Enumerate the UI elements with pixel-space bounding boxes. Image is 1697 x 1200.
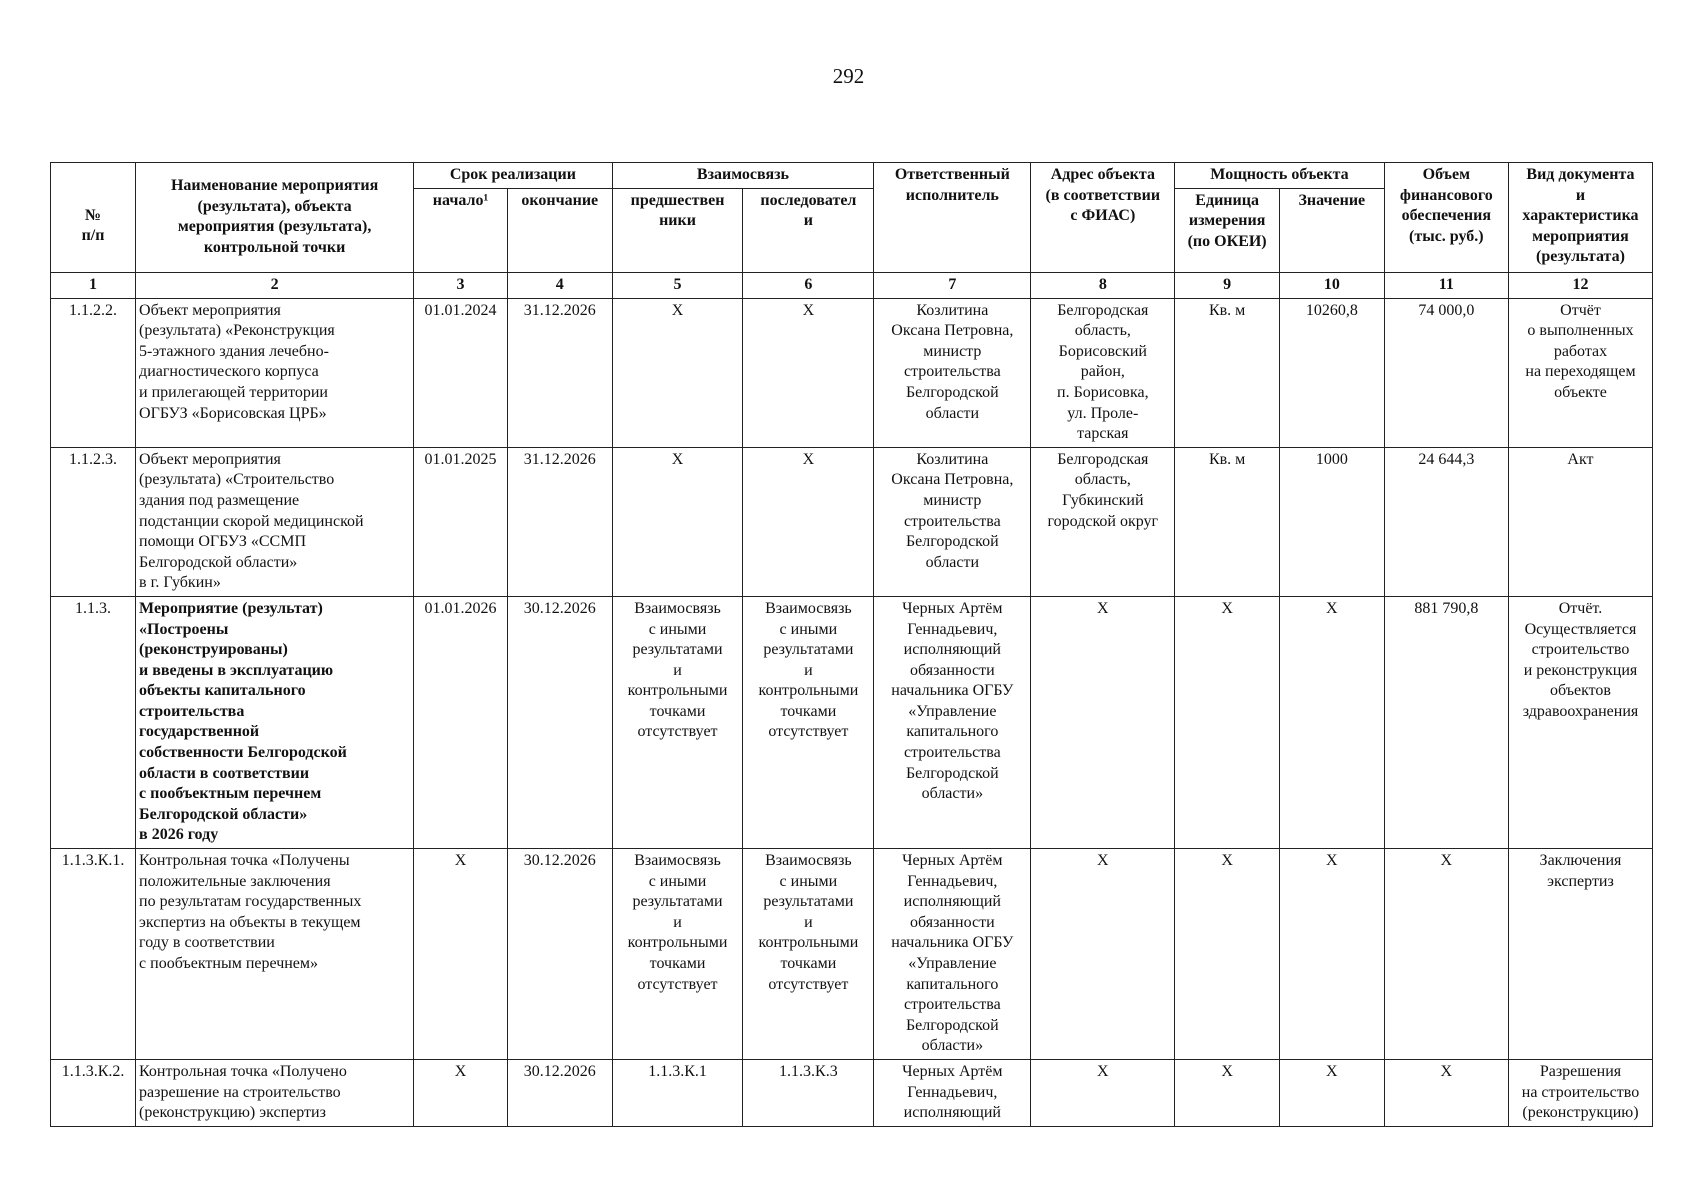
row-address: Белгородская область, Борисовский район, п. Борисовка, ул. Проле- тарская <box>1031 298 1175 447</box>
row-end: 30.12.2026 <box>507 849 612 1060</box>
column-number: 7 <box>874 272 1031 298</box>
row-start: X <box>414 1059 508 1126</box>
row-unit: Кв. м <box>1175 447 1280 596</box>
row-end: 30.12.2026 <box>507 596 612 848</box>
row-responsible: Черных Артём Геннадьевич, исполняющий обязанности начальника ОГБУ «Управление капитального строительства Белгородской области» <box>874 596 1031 848</box>
row-successors: X <box>743 447 874 596</box>
row-name: Контрольная точка «Получено разрешение на строительство (реконструкцию) экспертиз <box>136 1059 414 1126</box>
row-name: Контрольная точка «Получены положительные заключения по результатам государственных экспертиз на объекты в текущем году в соответствии с пообъектным перечнем» <box>136 849 414 1060</box>
header-successors: последовател и <box>743 188 874 272</box>
row-responsible: Козлитина Оксана Петровна, министр строительства Белгородской области <box>874 447 1031 596</box>
column-number: 2 <box>136 272 414 298</box>
row-financing: X <box>1384 849 1508 1060</box>
row-address: X <box>1031 849 1175 1060</box>
column-number: 9 <box>1175 272 1280 298</box>
header-predecessors: предшествен ники <box>612 188 743 272</box>
header-term-group: Срок реализации <box>414 163 612 189</box>
row-responsible: Черных Артём Геннадьевич, исполняющий обязанности начальника ОГБУ «Управление капитального строительства Белгородской области» <box>874 849 1031 1060</box>
row-unit: Кв. м <box>1175 298 1280 447</box>
row-successors: Взаимосвязь с иными результатами и контрольными точками отсутствует <box>743 849 874 1060</box>
row-responsible: Черных Артём Геннадьевич, исполняющий <box>874 1059 1031 1126</box>
row-num: 1.1.2.3. <box>51 447 136 596</box>
row-responsible: Козлитина Оксана Петровна, министр строительства Белгородской области <box>874 298 1031 447</box>
row-financing: X <box>1384 1059 1508 1126</box>
table-row <box>51 298 1653 447</box>
row-value: X <box>1279 1059 1384 1126</box>
column-number: 12 <box>1508 272 1652 298</box>
column-number: 8 <box>1031 272 1175 298</box>
header-name: Наименование мероприятия (результата), объекта мероприятия (результата), контрольной точки <box>136 163 414 273</box>
row-unit: X <box>1175 1059 1280 1126</box>
row-predecessors: 1.1.3.К.1 <box>612 1059 743 1126</box>
row-document: Заключения экспертиз <box>1508 849 1652 1060</box>
row-financing: 74 000,0 <box>1384 298 1508 447</box>
row-predecessors: Взаимосвязь с иными результатами и контрольными точками отсутствует <box>612 596 743 848</box>
column-number: 4 <box>507 272 612 298</box>
row-address: X <box>1031 1059 1175 1126</box>
row-value: 10260,8 <box>1279 298 1384 447</box>
row-num: 1.1.3. <box>51 596 136 848</box>
column-number: 10 <box>1279 272 1384 298</box>
row-address: X <box>1031 596 1175 848</box>
row-end: 31.12.2026 <box>507 447 612 596</box>
row-address: Белгородская область, Губкинский городской округ <box>1031 447 1175 596</box>
header-responsible: Ответственный исполнитель <box>874 163 1031 273</box>
row-end: 31.12.2026 <box>507 298 612 447</box>
row-start: 01.01.2026 <box>414 596 508 848</box>
row-successors: Взаимосвязь с иными результатами и контрольными точками отсутствует <box>743 596 874 848</box>
row-document: Отчёт о выполненных работах на переходящем объекте <box>1508 298 1652 447</box>
column-number: 1 <box>51 272 136 298</box>
header-end: окончание <box>507 188 612 272</box>
row-predecessors: X <box>612 298 743 447</box>
header-unit: Единица измерения (по ОКЕИ) <box>1175 188 1280 272</box>
header-value: Значение <box>1279 188 1384 272</box>
header-link-group: Взаимосвязь <box>612 163 874 189</box>
row-unit: X <box>1175 596 1280 848</box>
row-num: 1.1.3.К.2. <box>51 1059 136 1126</box>
row-start: X <box>414 849 508 1060</box>
row-financing: 881 790,8 <box>1384 596 1508 848</box>
row-value: X <box>1279 849 1384 1060</box>
header-power-group: Мощность объекта <box>1175 163 1384 189</box>
row-document: Акт <box>1508 447 1652 596</box>
row-successors: 1.1.3.К.3 <box>743 1059 874 1126</box>
page-number: 292 <box>832 64 865 88</box>
row-value: 1000 <box>1279 447 1384 596</box>
row-value: X <box>1279 596 1384 848</box>
row-num: 1.1.3.К.1. <box>51 849 136 1060</box>
column-number: 11 <box>1384 272 1508 298</box>
row-start: 01.01.2025 <box>414 447 508 596</box>
row-predecessors: X <box>612 447 743 596</box>
column-number-row <box>51 272 1653 298</box>
row-name: Мероприятие (результат) «Построены (реконструированы) и введены в эксплуатацию объекты капитального строительства государственной собственности Белгородской области в соответствии с пообъектным перечнем Белгородской области» в 2026 году <box>136 596 414 848</box>
table-row <box>51 596 1653 848</box>
header-address: Адрес объекта (в соответствии с ФИАС) <box>1031 163 1175 273</box>
row-start: 01.01.2024 <box>414 298 508 447</box>
row-financing: 24 644,3 <box>1384 447 1508 596</box>
row-predecessors: Взаимосвязь с иными результатами и контрольными точками отсутствует <box>612 849 743 1060</box>
row-num: 1.1.2.2. <box>51 298 136 447</box>
row-unit: X <box>1175 849 1280 1060</box>
row-successors: X <box>743 298 874 447</box>
header-num: № п/п <box>51 163 136 273</box>
column-number: 5 <box>612 272 743 298</box>
column-number: 3 <box>414 272 508 298</box>
column-number: 6 <box>743 272 874 298</box>
table-row <box>51 849 1653 1060</box>
row-document: Отчёт. Осуществляется строительство и реконструкция объектов здравоохранения <box>1508 596 1652 848</box>
row-document: Разрешения на строительство (реконструкцию) <box>1508 1059 1652 1126</box>
header-financing: Объем финансового обеспечения (тыс. руб.) <box>1384 163 1508 273</box>
events-table <box>50 162 1653 1127</box>
table-row <box>51 447 1653 596</box>
row-name: Объект мероприятия (результата) «Реконструкция 5-этажного здания лечебно- диагностического корпуса и прилегающей территории ОГБУЗ «Борисовская ЦРБ» <box>136 298 414 447</box>
header-start: начало¹ <box>414 188 508 272</box>
header-document: Вид документа и характеристика мероприятия (результата) <box>1508 163 1652 273</box>
table-row <box>51 1059 1653 1126</box>
row-name: Объект мероприятия (результата) «Строительство здания под размещение подстанции скорой медицинской помощи ОГБУЗ «ССМП Белгородской области» в г. Губкин» <box>136 447 414 596</box>
row-end: 30.12.2026 <box>507 1059 612 1126</box>
